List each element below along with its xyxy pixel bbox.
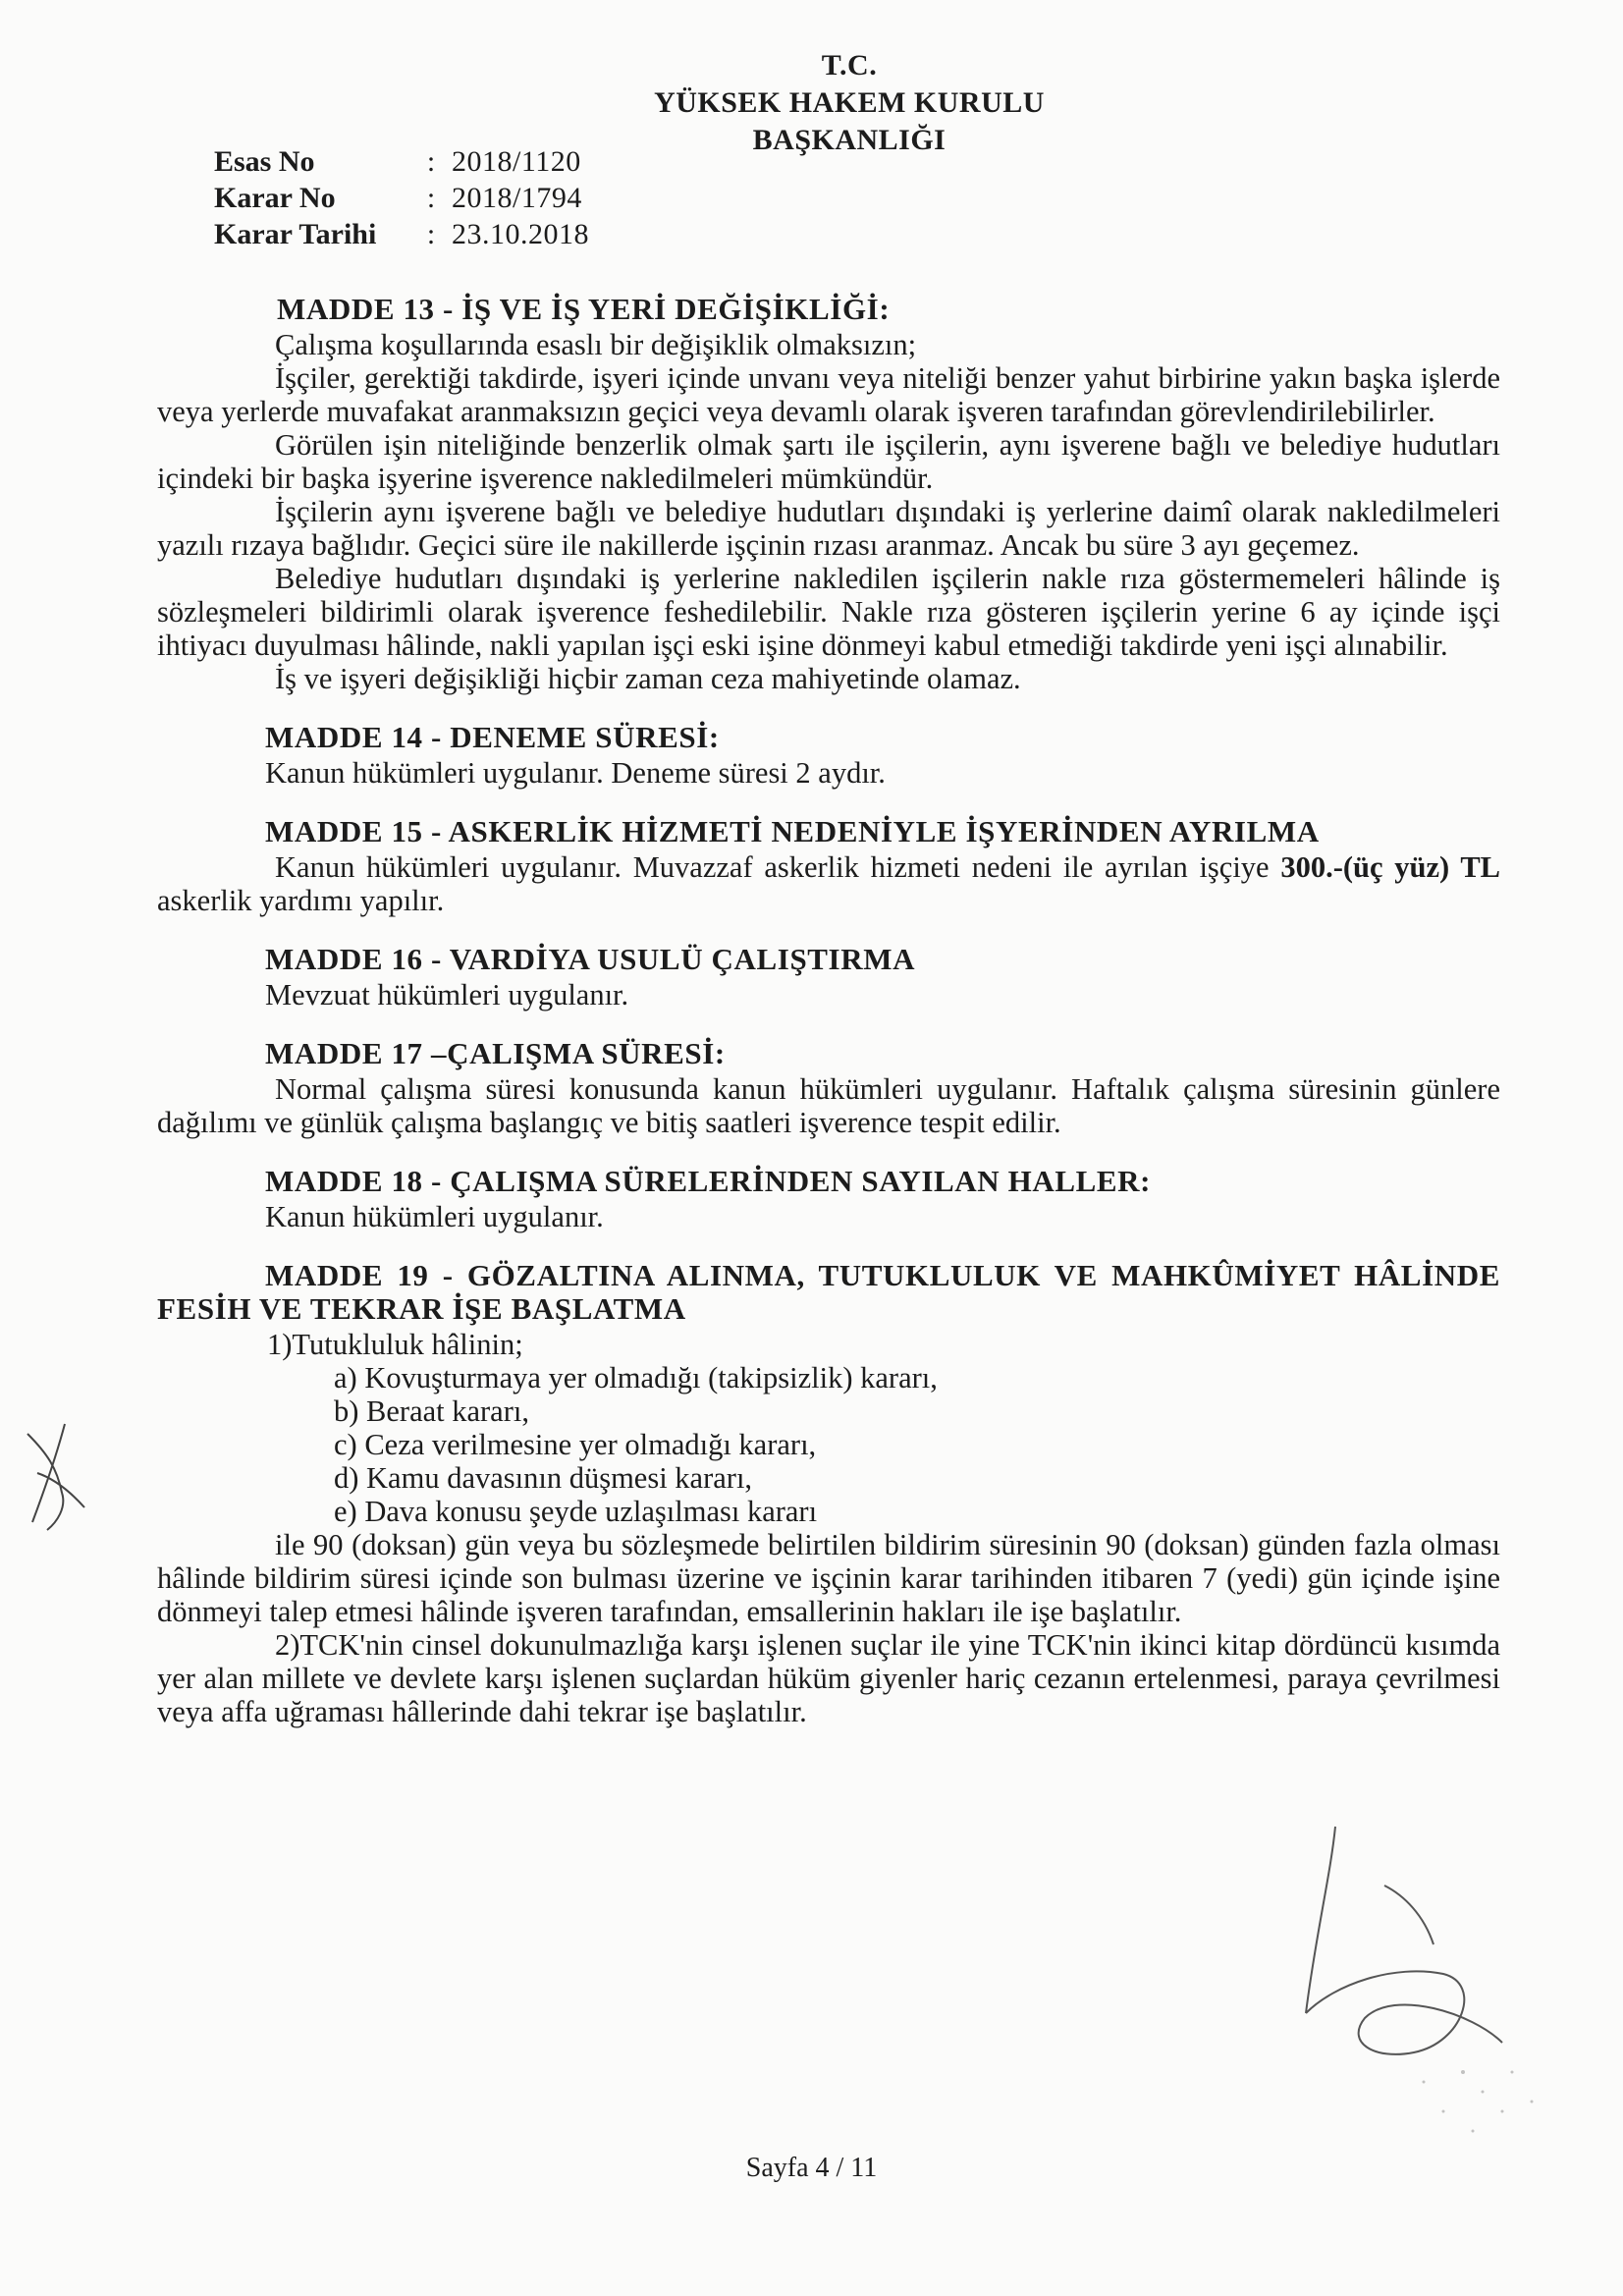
list-item: c) Ceza verilmesine yer olmadığı kararı, xyxy=(334,1428,817,1461)
article-paragraph: Kanun hükümleri uygulanır. Deneme süresi 2 aydır. xyxy=(265,756,886,790)
meta-value: 2018/1794 xyxy=(452,182,582,214)
article-18 xyxy=(157,1165,1500,1233)
meta-separator: : xyxy=(426,218,436,250)
article-17 xyxy=(157,1037,1500,1139)
article-title: MADDE 14 - DENEME SÜRESİ: xyxy=(265,720,720,754)
article-title: MADDE 19 - GÖZALTINA ALINMA, TUTUKLULUK VE MAHKÛMİYET HÂLİNDE FESİH VE TEKRAR İŞE BAŞLATMA xyxy=(157,1258,1500,1326)
handwritten-initials-signature xyxy=(18,1414,96,1542)
condition-list xyxy=(157,1361,1500,1528)
institution-header xyxy=(643,47,1055,159)
meta-separator: : xyxy=(426,145,436,178)
meta-label: Karar No xyxy=(214,182,336,214)
header-line-institution: YÜKSEK HAKEM KURULU xyxy=(654,86,1045,119)
meta-value: 23.10.2018 xyxy=(452,218,589,250)
article-19 xyxy=(157,1259,1500,1728)
header-line-presidency: BAŞKANLIĞI xyxy=(752,124,947,156)
article-title: MADDE 16 - VARDİYA USULÜ ÇALIŞTIRMA xyxy=(265,942,916,976)
list-item: b) Beraat kararı, xyxy=(334,1394,529,1428)
article-paragraph: 2)TCK'nin cinsel dokunulmazlığa karşı işlenen suçlar ile yine TCK'nin ikinci kitap dördüncü kısımda yer alan millete ve devlete karşı işlenen suçlardan hüküm giyenler hariç cezanın ertelenmesi, paraya çevrilmesi veya affa uğraması hâllerinde dahi tekrar işe başlatılır. xyxy=(157,1628,1500,1728)
article-intro: 1)Tutukluluk hâlinin; xyxy=(267,1328,523,1361)
article-title: MADDE 17 –ÇALIŞMA SÜRESİ: xyxy=(265,1036,726,1070)
list-item: a) Kovuşturmaya yer olmadığı (takipsizlik) kararı, xyxy=(334,1361,938,1394)
article-paragraph: Belediye hudutları dışındaki iş yerlerine nakledilen işçilerin nakle rıza göstermemeleri hâlinde iş sözleşmeleri bildirimli olarak işverence feshedilebilir. Nakle rıza gösteren işçilerin yerine 6 ay içinde işçi ihtiyacı duyulması hâlinde, nakli yapılan işçi eski işine dönmeyi kabul etmediği takdirde yeni işçi alınabilir. xyxy=(157,562,1500,662)
article-title: MADDE 15 - ASKERLİK HİZMETİ NEDENİYLE İŞYERİNDEN AYRILMA xyxy=(265,814,1320,848)
text-segment: Kanun hükümleri uygulanır. Muvazzaf askerlik hizmeti nedeni ile ayrılan işçiye xyxy=(275,850,1281,884)
meta-row-karar-tarihi xyxy=(214,216,619,252)
meta-row-karar xyxy=(214,180,619,216)
article-15 xyxy=(157,815,1500,917)
article-paragraph: İşçilerin aynı işverene bağlı ve belediye hudutları dışındaki iş yerlerine daimî olarak nakledilmeleri yazılı rızaya bağlıdır. Geçici süre ile nakillerde işçinin rızası aranmaz. Ancak bu süre 3 ayı geçemez. xyxy=(157,495,1500,562)
meta-label: Esas No xyxy=(214,145,315,178)
article-paragraph: İş ve işyeri değişikliği hiçbir zaman ceza mahiyetinde olamaz. xyxy=(275,662,1021,695)
case-metadata xyxy=(214,143,619,252)
meta-value: 2018/1120 xyxy=(452,145,581,178)
page-number: Sayfa 4 / 11 xyxy=(745,2153,878,2183)
article-title: MADDE 13 - İŞ VE İŞ YERİ DEĞİŞİKLİĞİ: xyxy=(277,292,891,326)
article-paragraph: İşçiler, gerektiği takdirde, işyeri içinde unvanı veya niteliği benzer yahut birbirine yakın başka işlerde veya yerlerde muvafakat aranmaksızın geçici veya devamlı olarak işveren tarafından görevlendirilebilirler. xyxy=(157,361,1500,428)
article-paragraph: ile 90 (doksan) gün veya bu sözleşmede belirtilen bildirim süresinin 90 (doksan) günden fazla olması hâlinde bildirim süresi içinde son bulması üzerine ve işçinin karar tarihinden itibaren 7 (yedi) gün içinde işine dönmeyi talep etmesi hâlinde işveren tarafından, emsallerinin hakları ile işe başlatılır. xyxy=(157,1528,1500,1628)
handwritten-signature xyxy=(1276,1817,1571,2151)
amount-text: 300.-(üç yüz) TL xyxy=(1280,850,1501,884)
article-paragraph: Normal çalışma süresi konusunda kanun hükümleri uygulanır. Haftalık çalışma süresinin günlere dağılımı ve günlük çalışma başlangıç ve bitiş saatleri işverence tespit edilir. xyxy=(157,1072,1500,1139)
meta-row-esas xyxy=(214,143,619,180)
article-paragraph xyxy=(157,850,1500,917)
article-paragraph: Çalışma koşullarında esaslı bir değişiklik olmaksızın; xyxy=(275,328,917,361)
document-body xyxy=(157,293,1500,1754)
article-title: MADDE 18 - ÇALIŞMA SÜRELERİNDEN SAYILAN HALLER: xyxy=(265,1164,1152,1198)
header-line-tc: T.C. xyxy=(821,49,878,82)
article-14 xyxy=(157,721,1500,790)
article-paragraph: Görülen işin niteliğinde benzerlik olmak şartı ile işçilerin, aynı işverene bağlı ve belediye hudutları içindeki bir başka işyerine işverence nakledilmeleri mümkündür. xyxy=(157,428,1500,495)
list-item: d) Kamu davasının düşmesi kararı, xyxy=(334,1461,753,1495)
text-segment: askerlik yardımı yapılır. xyxy=(157,884,445,917)
article-paragraph: Mevzuat hükümleri uygulanır. xyxy=(265,978,629,1011)
list-item: e) Dava konusu şeyde uzlaşılması kararı xyxy=(334,1495,818,1528)
article-paragraph: Kanun hükümleri uygulanır. xyxy=(265,1200,604,1233)
meta-separator: : xyxy=(426,182,436,214)
article-13 xyxy=(157,293,1500,695)
article-16 xyxy=(157,943,1500,1011)
meta-label: Karar Tarihi xyxy=(214,218,377,250)
